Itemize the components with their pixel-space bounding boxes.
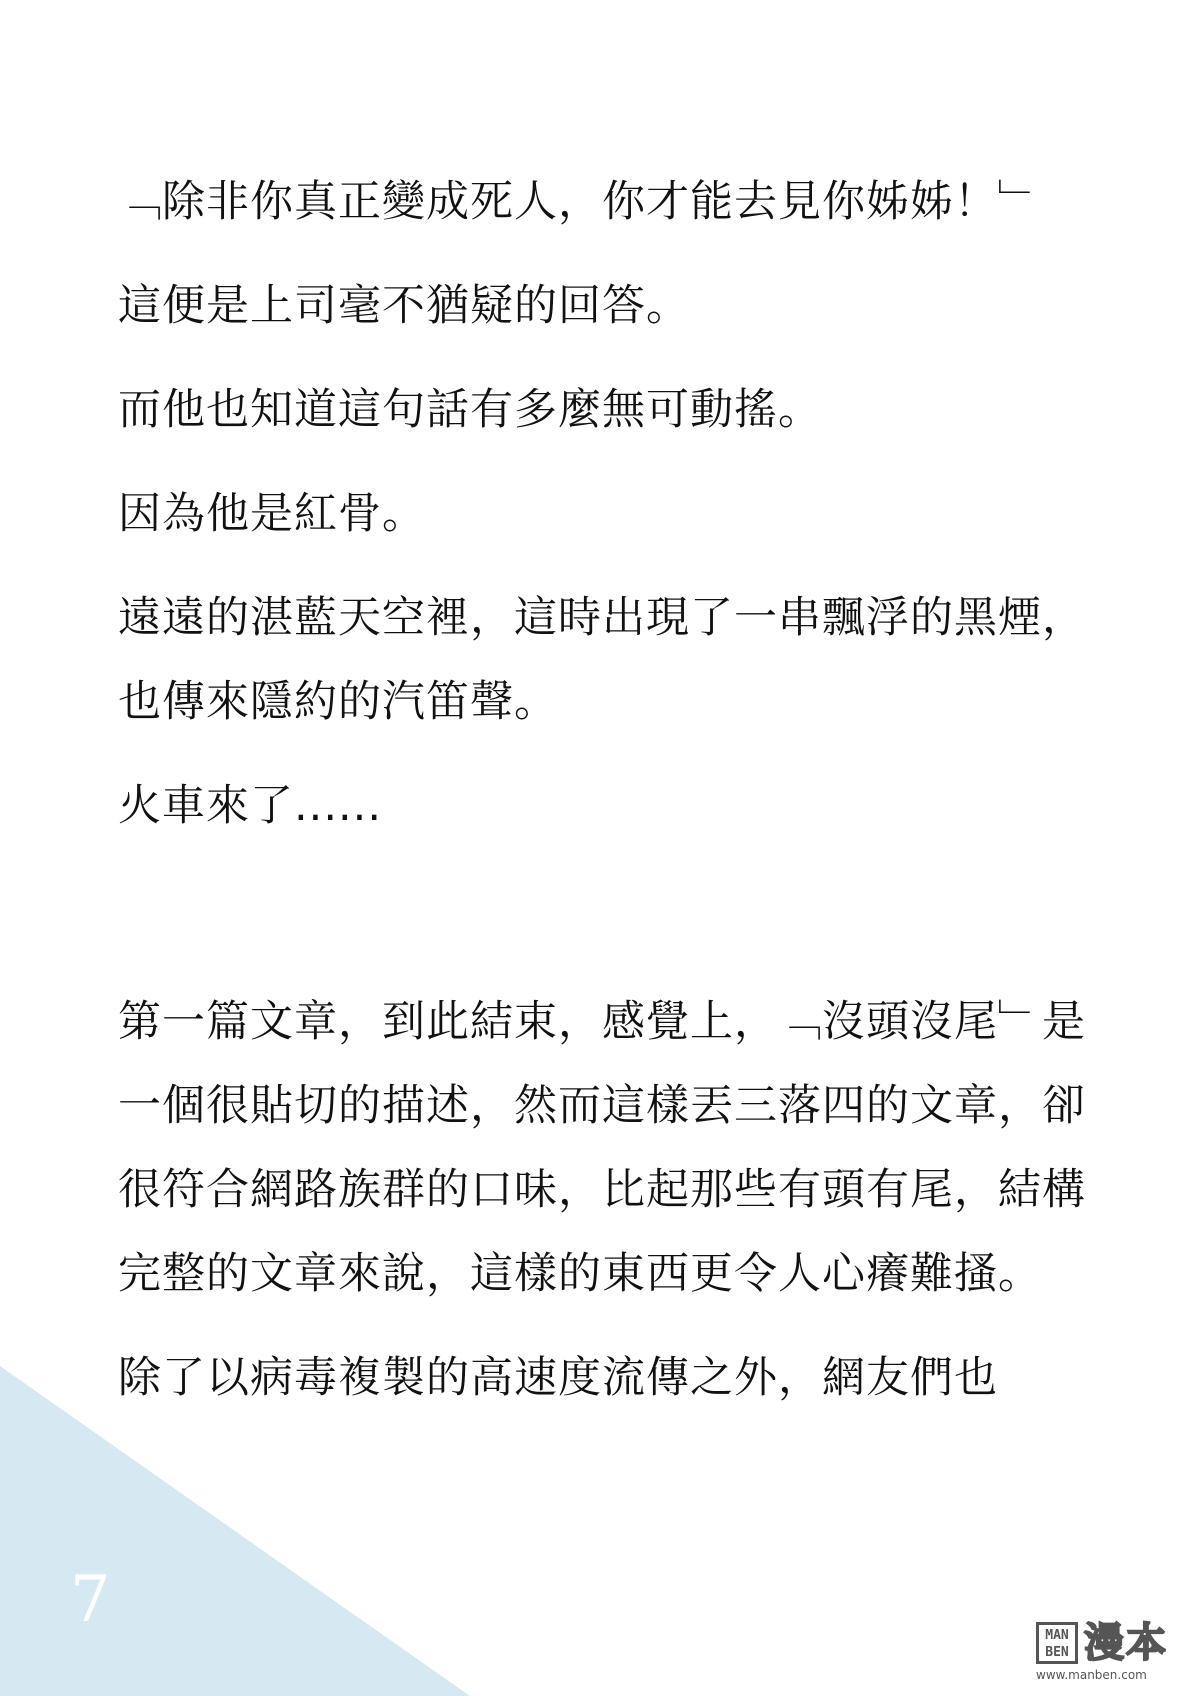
paragraph-6: 火車來了...... <box>118 781 383 831</box>
paragraph-2: 這便是上司毫不猶疑的回答。 <box>118 281 690 331</box>
page-number: 7 <box>70 1563 111 1637</box>
paragraph-4: 因為他是紅骨。 <box>118 489 426 539</box>
watermark <box>1036 1622 1186 1686</box>
paragraph-5: 遠遠的湛藍天空裡，這時出現了一串飄浮的黑煙，也傳來隱約的汽笛聲。 <box>118 593 1086 727</box>
watermark-url: www.manben.com <box>1036 1668 1147 1682</box>
paragraph-7: 第一篇文章，到此結束，感覺上，﹁沒頭沒尾﹂是一個很貼切的描述，然而這樣丟三落四的文章，卻很符合網路族群的口味，比起那些有頭有尾，結構完整的文章來說，這樣的東西更令人心癢難搔。 <box>118 997 1086 1299</box>
paragraph-8: 除了以病毒複製的高速度流傳之外，網友們也 <box>118 1353 998 1403</box>
paragraph-1: ﹁除非你真正變成死人，你才能去見你姊姊！﹂ <box>118 177 1042 227</box>
paragraph-3: 而他也知道這句話有多麼無可動搖。 <box>118 385 822 435</box>
body-text <box>118 160 1098 1440</box>
watermark-logo-box: MAN BEN <box>1036 1622 1078 1664</box>
watermark-logo-text: 漫本 <box>1084 1620 1168 1666</box>
